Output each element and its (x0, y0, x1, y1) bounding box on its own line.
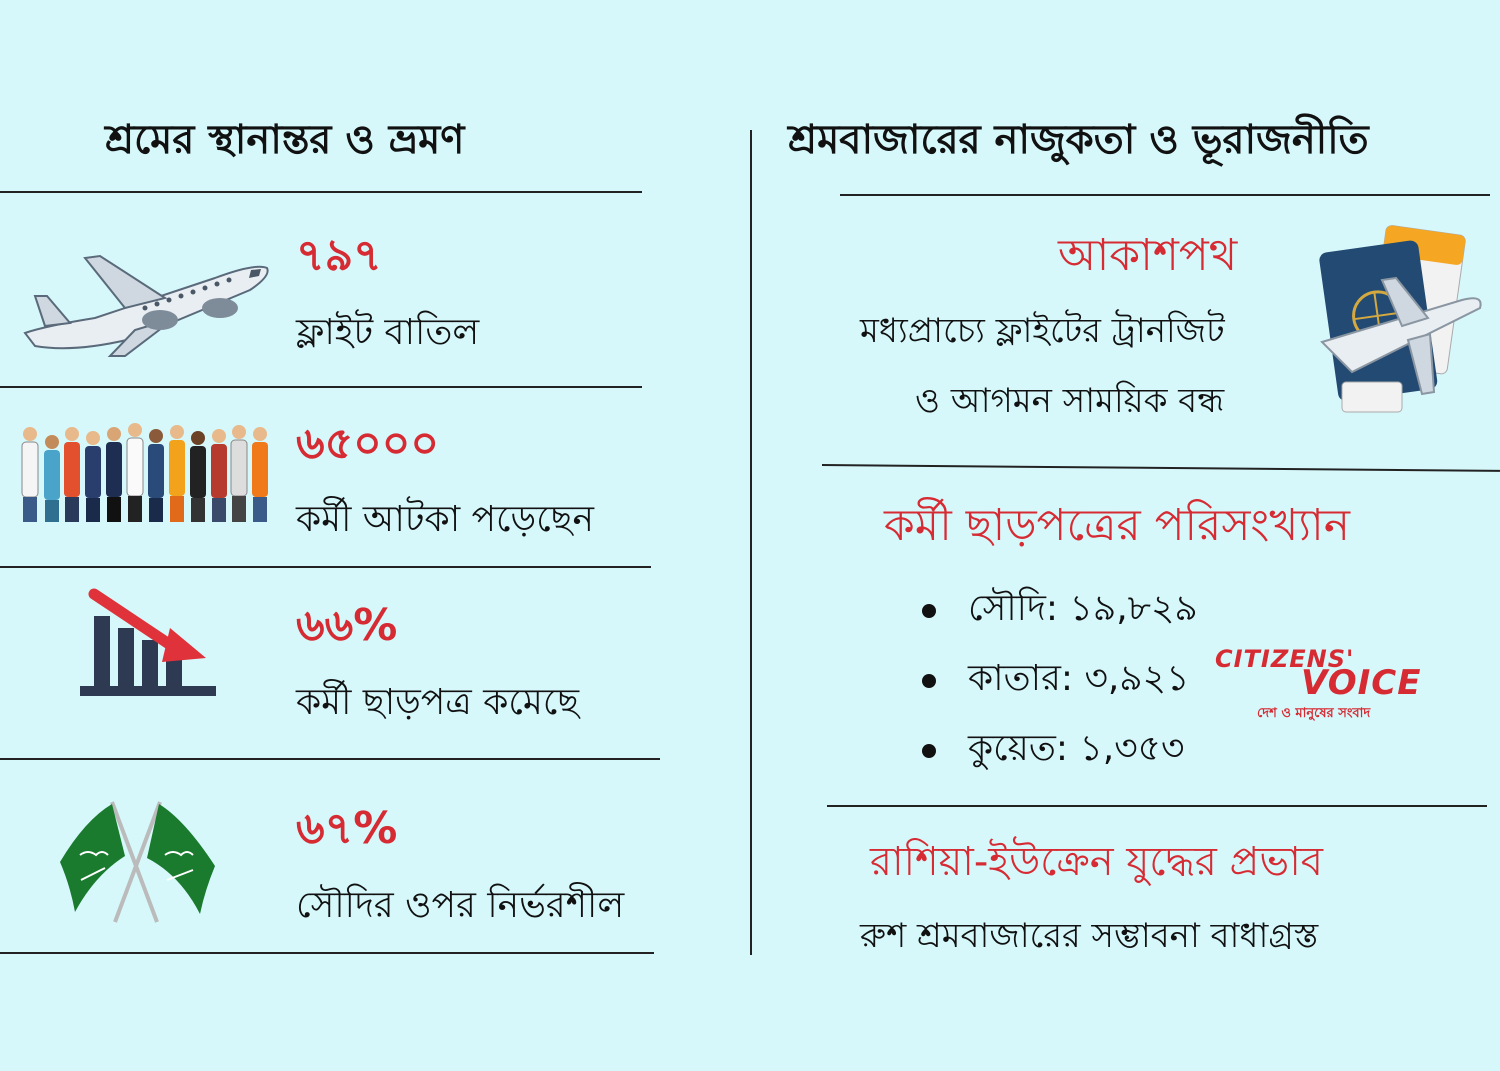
stat-label: সৌদির ওপর নির্ভরশীল (296, 885, 625, 926)
divider (840, 194, 1490, 196)
stat-value: ৬৬% (296, 600, 398, 651)
war-text: রুশ শ্রমবাজারের সম্ভাবনা বাধাগ্রস্ত (860, 916, 1319, 956)
clearance-list (922, 584, 1198, 794)
column-divider (750, 130, 752, 955)
list-item: কাতার: ৩,৯২১ (922, 654, 1198, 724)
war-title: রাশিয়া-ইউক্রেন যুদ্ধের প্রভাব (870, 839, 1324, 885)
stat-label: ফ্লাইট বাতিল (296, 312, 480, 353)
divider (827, 805, 1487, 807)
divider (0, 386, 642, 388)
declining-bar-chart-icon (78, 588, 218, 700)
airspace-line2: ও আগমন সাময়িক বন্ধ (915, 381, 1225, 421)
stat-label: কর্মী ছাড়পত্র কমেছে (296, 682, 580, 723)
logo-main-text: VOICE (1301, 663, 1422, 703)
stat-value: ৬৭% (296, 803, 398, 854)
airplane-icon (15, 238, 275, 358)
stat-value: ৭৯৭ (296, 230, 382, 281)
saudi-flags-icon (55, 800, 220, 925)
logo-tagline: দেশ ও মানুষের সংবাদ (1257, 706, 1371, 721)
divider (0, 952, 654, 954)
stat-value: ৬৫০০০ (296, 418, 439, 469)
airspace-line1: মধ্যপ্রাচ্যে ফ্লাইটের ট্রানজিট (860, 311, 1225, 351)
divider (0, 566, 651, 568)
left-heading: শ্রমের স্থানান্তর ও ভ্রমণ (105, 117, 465, 163)
divider (0, 191, 642, 193)
divider (822, 464, 1500, 472)
logo-top-text: CITIZENS' (1215, 645, 1355, 673)
right-heading: শ্রমবাজারের নাজুকতা ও ভূরাজনীতি (788, 117, 1369, 163)
workers-group-icon (15, 420, 275, 525)
passport-plane-icon (1312, 222, 1487, 432)
list-item: সৌদি: ১৯,৮২৯ (922, 584, 1198, 654)
stat-label: কর্মী আটকা পড়েছেন (296, 499, 594, 540)
citizens-voice-logo (1215, 645, 1430, 723)
clearance-title: কর্মী ছাড়পত্রের পরিসংখ্যান (884, 500, 1351, 551)
airspace-title: আকাশপথ (1058, 230, 1238, 281)
divider (0, 758, 660, 760)
list-item: কুয়েত: ১,৩৫৩ (922, 724, 1198, 794)
